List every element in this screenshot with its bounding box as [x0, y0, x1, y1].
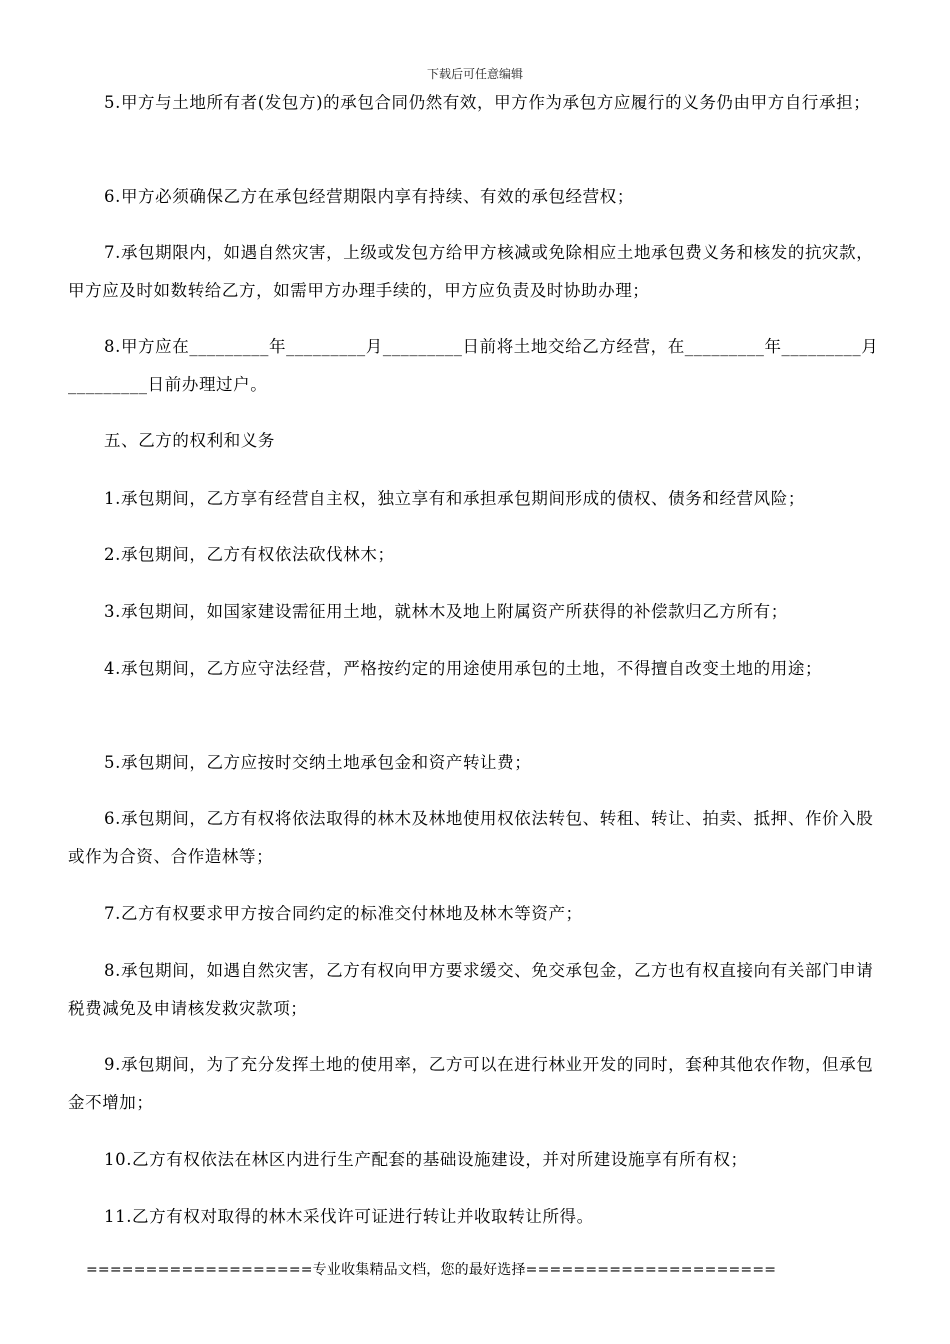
paragraph-b11: 11.乙方有权对取得的林木采伐许可证进行转让并收取转让所得。 — [104, 1207, 594, 1226]
paragraph-b4: 4.承包期间，乙方应守法经营，严格按约定的用途使用承包的土地，不得擅自改变土地的用途； — [104, 659, 823, 678]
paragraph-b10: 10.乙方有权依法在林区内进行生产配套的基础设施建设，并对所建设施享有所有权； — [104, 1150, 748, 1169]
paragraph-b3: 3.承包期间，如国家建设需征用土地，就林木及地上附属资产所获得的补偿款归乙方所有； — [104, 602, 788, 621]
paragraph-b9: 9.承包期间，为了充分发挥土地的使用率，乙方可以在进行林业开发的同时，套种其他农作物，但承包金不增加； — [68, 1055, 874, 1112]
paragraph-b1: 1.承包期间，乙方享有经营自主权，独立享有和承担承包期间形成的债权、债务和经营风险； — [104, 489, 805, 508]
paragraph-b6: 6.承包期间，乙方有权将依法取得的林木及林地使用权依法转包、转租、转让、拍卖、抵押、作价入股或作为合资、合作造林等； — [68, 809, 874, 866]
paragraph-a6: 6.甲方必须确保乙方在承包经营期限内享有持续、有效的承包经营权； — [104, 187, 634, 206]
paragraph-b2: 2.承包期间，乙方有权依法砍伐林木； — [104, 545, 395, 564]
paragraph-b7: 7.乙方有权要求甲方按合同约定的标准交付林地及林木等资产； — [104, 904, 583, 923]
header-note: 下载后可任意编辑 — [426, 67, 523, 81]
paragraph-b5: 5.承包期间，乙方应按时交纳土地承包金和资产转让费； — [104, 753, 532, 772]
paragraph-a5: 5.甲方与土地所有者(发包方)的承包合同仍然有效，甲方作为承包方应履行的义务仍由甲方自行承担； — [104, 93, 871, 112]
paragraph-a7: 7.承包期限内，如遇自然灾害，上级或发包方给甲方核减或免除相应土地承包费义务和核发的抗灾款，甲方应及时如数转给乙方，如需甲方办理手续的，甲方应负责及时协助办理； — [68, 243, 874, 300]
paragraph-a8: 8.甲方应在_________年_________月_________日前将土地交给乙方经营，在_________年_________月_________日前办理过户。 — [68, 337, 879, 394]
footer-banner: ===================专业收集精品文档，您的最好选择===================== — [86, 1262, 777, 1278]
paragraph-b8: 8.承包期间，如遇自然灾害，乙方有权向甲方要求缓交、免交承包金，乙方也有权直接向有关部门申请税费减免及申请核发救灾款项； — [68, 961, 874, 1018]
section-heading: 五、乙方的权利和义务 — [104, 431, 275, 450]
